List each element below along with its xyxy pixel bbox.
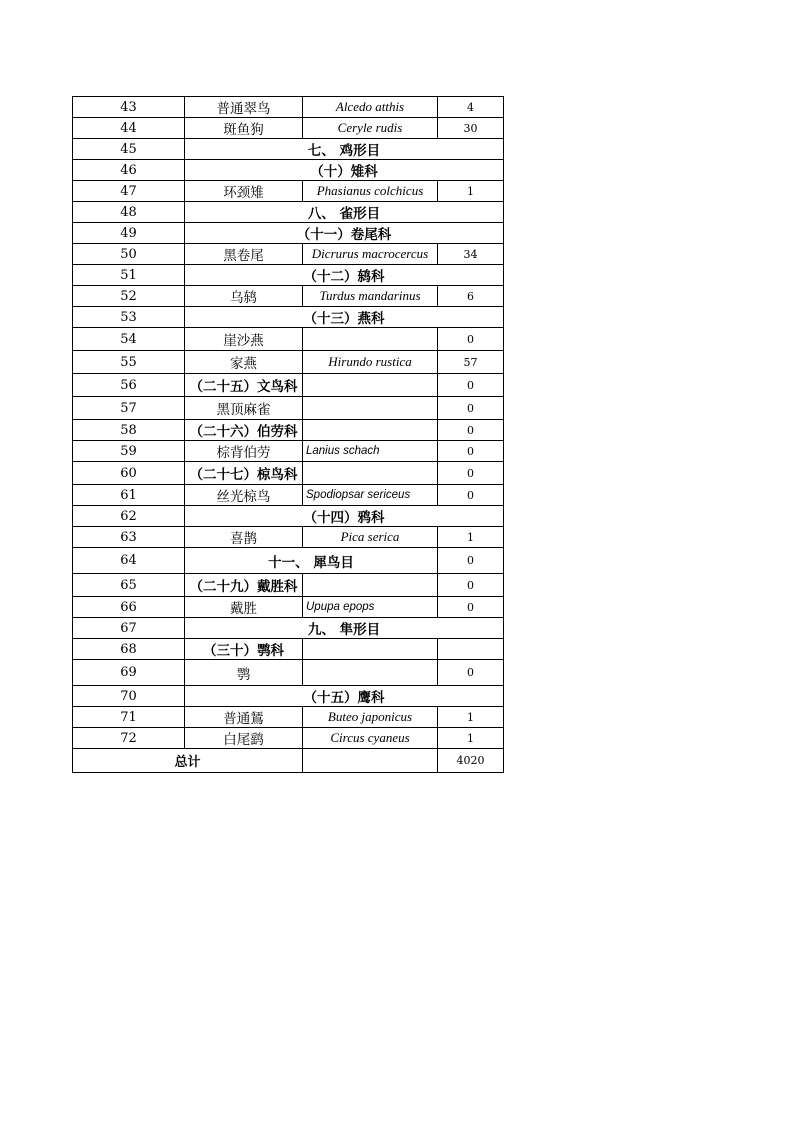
count-cell — [438, 639, 504, 660]
count-cell: 0 — [438, 397, 504, 420]
count-cell: 4 — [438, 97, 504, 118]
table-row — [73, 97, 504, 118]
table-row — [73, 118, 504, 139]
count-cell: 0 — [438, 548, 504, 574]
row-number-cell: 58 — [73, 420, 185, 441]
row-number-cell: 71 — [73, 707, 185, 728]
chinese-name-cell: 环颈雉 — [185, 181, 303, 202]
chinese-name-cell: 黑顶麻雀 — [185, 397, 303, 420]
table-row — [73, 527, 504, 548]
count-cell: 57 — [438, 351, 504, 374]
row-number-cell: 49 — [73, 223, 185, 244]
table-row — [73, 351, 504, 374]
row-number-cell: 54 — [73, 328, 185, 351]
count-cell: 0 — [438, 420, 504, 441]
table-row — [73, 286, 504, 307]
count-cell: 1 — [438, 707, 504, 728]
row-number-cell: 62 — [73, 506, 185, 527]
chinese-name-cell: 崖沙燕 — [185, 328, 303, 351]
table-row — [73, 441, 504, 462]
table-row — [73, 420, 504, 441]
chinese-name-cell: 喜鹊 — [185, 527, 303, 548]
chinese-name-cell: 棕背伯劳 — [185, 441, 303, 462]
table-row — [73, 160, 504, 181]
row-number-cell: 70 — [73, 686, 185, 707]
scientific-name-cell — [303, 574, 438, 597]
order-heading-cell: 九、 隼形目 — [185, 618, 504, 639]
row-number-cell: 68 — [73, 639, 185, 660]
count-cell: 0 — [438, 485, 504, 506]
table-row — [73, 462, 504, 485]
count-cell: 0 — [438, 462, 504, 485]
count-cell: 34 — [438, 244, 504, 265]
chinese-name-cell: 丝光椋鸟 — [185, 485, 303, 506]
chinese-name-cell: 斑鱼狗 — [185, 118, 303, 139]
count-cell: 1 — [438, 728, 504, 749]
count-cell: 0 — [438, 597, 504, 618]
row-number-cell: 72 — [73, 728, 185, 749]
chinese-name-cell: 家燕 — [185, 351, 303, 374]
count-cell: 6 — [438, 286, 504, 307]
chinese-name-cell: 白尾鹞 — [185, 728, 303, 749]
table-row — [73, 328, 504, 351]
scientific-name-cell: Circus cyaneus — [303, 728, 438, 749]
row-number-cell: 46 — [73, 160, 185, 181]
family-heading-cell: （十四）鸦科 — [185, 506, 504, 527]
family-heading-cell: （二十五）文鸟科 — [185, 374, 303, 397]
scientific-name-cell — [303, 660, 438, 686]
table-row — [73, 223, 504, 244]
row-number-cell: 61 — [73, 485, 185, 506]
bird-survey-table — [72, 96, 504, 773]
order-heading-cell: 十一、 犀鸟目 — [185, 548, 438, 574]
count-cell: 1 — [438, 527, 504, 548]
family-heading-cell: （二十九）戴胜科 — [185, 574, 303, 597]
scientific-name-cell — [303, 374, 438, 397]
scientific-name-cell: Hirundo rustica — [303, 351, 438, 374]
count-cell: 0 — [438, 374, 504, 397]
table-row — [73, 485, 504, 506]
table-row — [73, 660, 504, 686]
table-row — [73, 707, 504, 728]
row-number-cell: 63 — [73, 527, 185, 548]
total-row — [73, 749, 504, 773]
total-label-cell: 总计 — [73, 749, 303, 773]
row-number-cell: 69 — [73, 660, 185, 686]
table-row — [73, 686, 504, 707]
table-row — [73, 597, 504, 618]
row-number-cell: 47 — [73, 181, 185, 202]
row-number-cell: 43 — [73, 97, 185, 118]
scientific-name-cell — [303, 328, 438, 351]
table-row — [73, 374, 504, 397]
order-heading-cell: 八、 雀形目 — [185, 202, 504, 223]
chinese-name-cell: 普通翠鸟 — [185, 97, 303, 118]
row-number-cell: 57 — [73, 397, 185, 420]
row-number-cell: 44 — [73, 118, 185, 139]
total-count-cell: 4020 — [438, 749, 504, 773]
row-number-cell: 52 — [73, 286, 185, 307]
row-number-cell: 67 — [73, 618, 185, 639]
chinese-name-cell: 鹗 — [185, 660, 303, 686]
family-heading-cell: （二十六）伯劳科 — [185, 420, 303, 441]
table-row — [73, 265, 504, 286]
count-cell: 0 — [438, 660, 504, 686]
row-number-cell: 64 — [73, 548, 185, 574]
table-row — [73, 202, 504, 223]
row-number-cell: 65 — [73, 574, 185, 597]
table-row — [73, 397, 504, 420]
table-row — [73, 244, 504, 265]
order-heading-cell: （十二）鸫科 — [185, 265, 504, 286]
family-heading-cell: （十一）卷尾科 — [185, 223, 504, 244]
scientific-name-cell: Spodiopsar sericeus — [303, 485, 438, 506]
row-number-cell: 56 — [73, 374, 185, 397]
table-row — [73, 307, 504, 328]
row-number-cell: 50 — [73, 244, 185, 265]
family-heading-cell: （二十七）椋鸟科 — [185, 462, 303, 485]
chinese-name-cell: 乌鸫 — [185, 286, 303, 307]
chinese-name-cell: 戴胜 — [185, 597, 303, 618]
scientific-name-cell: Dicrurus macrocercus — [303, 244, 438, 265]
family-heading-cell: （十五）鹰科 — [185, 686, 504, 707]
scientific-name-cell — [303, 462, 438, 485]
row-number-cell: 48 — [73, 202, 185, 223]
row-number-cell: 60 — [73, 462, 185, 485]
row-number-cell: 55 — [73, 351, 185, 374]
scientific-name-cell: Alcedo atthis — [303, 97, 438, 118]
chinese-name-cell: 黑卷尾 — [185, 244, 303, 265]
count-cell: 1 — [438, 181, 504, 202]
table-row — [73, 639, 504, 660]
scientific-name-cell: Buteo japonicus — [303, 707, 438, 728]
scientific-name-cell — [303, 639, 438, 660]
count-cell: 0 — [438, 328, 504, 351]
row-number-cell: 51 — [73, 265, 185, 286]
total-scientific-cell — [303, 749, 438, 773]
family-heading-cell: （三十）鹗科 — [185, 639, 303, 660]
count-cell: 0 — [438, 441, 504, 462]
family-heading-cell: （十）雉科 — [185, 160, 504, 181]
row-number-cell: 45 — [73, 139, 185, 160]
chinese-name-cell: 普通鵟 — [185, 707, 303, 728]
row-number-cell: 66 — [73, 597, 185, 618]
scientific-name-cell: Lanius schach — [303, 441, 438, 462]
table-body — [73, 97, 504, 773]
scientific-name-cell: Phasianus colchicus — [303, 181, 438, 202]
scientific-name-cell — [303, 397, 438, 420]
row-number-cell: 59 — [73, 441, 185, 462]
scientific-name-cell: Upupa epops — [303, 597, 438, 618]
count-cell: 30 — [438, 118, 504, 139]
table-row — [73, 618, 504, 639]
table-row — [73, 139, 504, 160]
family-heading-cell: （十三）燕科 — [185, 307, 504, 328]
row-number-cell: 53 — [73, 307, 185, 328]
scientific-name-cell: Pica serica — [303, 527, 438, 548]
order-heading-cell: 七、 鸡形目 — [185, 139, 504, 160]
scientific-name-cell: Ceryle rudis — [303, 118, 438, 139]
table-row — [73, 574, 504, 597]
scientific-name-cell — [303, 420, 438, 441]
table-row — [73, 506, 504, 527]
count-cell: 0 — [438, 574, 504, 597]
scientific-name-cell: Turdus mandarinus — [303, 286, 438, 307]
table-row — [73, 181, 504, 202]
table-row — [73, 548, 504, 574]
table-row — [73, 728, 504, 749]
